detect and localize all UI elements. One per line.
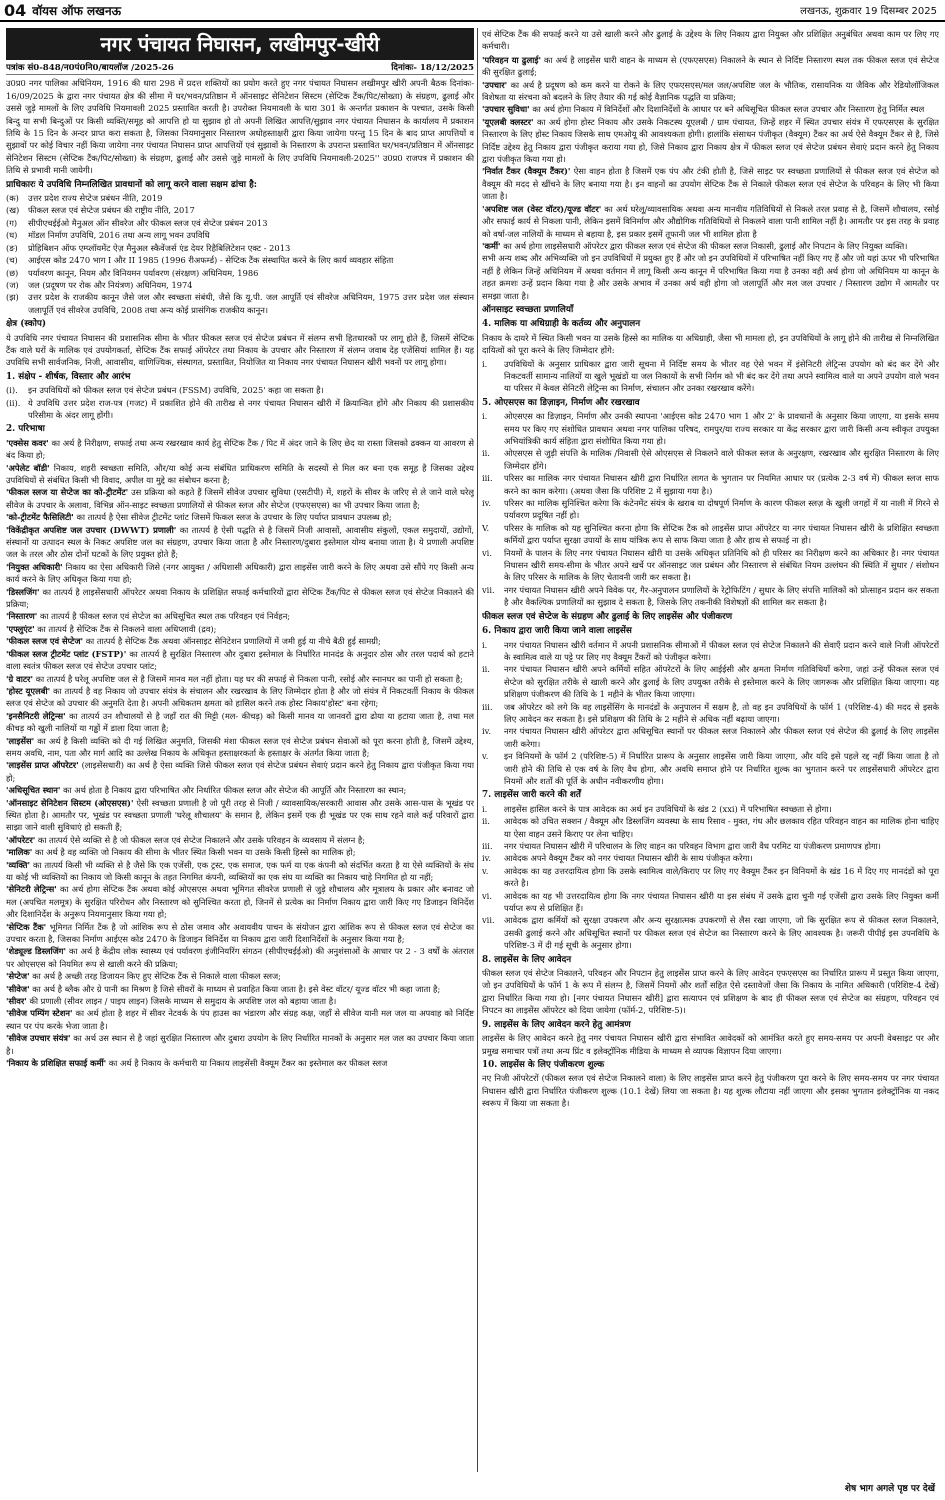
list-item-number: i. (482, 803, 488, 814)
definition-term: 'निस्तारण' (6, 611, 38, 622)
licensing-heading: फीकल स्लज एवं सेप्टेज के संग्रहण और ढुलाई के लिए लाइसेंस और पंजीकरण (482, 611, 733, 622)
definition-text: का अर्थ होता है निकाय द्वारा परिभाषित और निर्धारित फीकल स्लज और सेप्टेज की आपूर्ति और निस्तारण का स्थान; (63, 785, 407, 796)
list-item (482, 701, 939, 726)
definition-text: का अर्थ होगा सेप्टिक टैंक अथवा कोई ओएसएस अथवा भूमिगत सीवरेज प्रणाली से जुड़े शौचालय और मूत्रालय के प्रकार और बनावट जो मल (अपचित मलमूत्र) के सुरक्षित परिरोधन और निस्तारण को सुनिश्चित करता हो, जिनमें से प्रत्येक का निर्माण निकाय द्वारा जारी किए गए डिजाइन विनिर्देश और दिशानिर्देश के अनुरूप नियमानुसार किया गया हो; (6, 884, 474, 920)
definition-term: 'निर्वात टैंकर (वैक्यूम टैंकर)' (482, 166, 571, 177)
authority-list (6, 192, 474, 316)
list-item-number: (क) (6, 193, 19, 204)
section-1-list (6, 384, 474, 421)
definition-item (6, 710, 474, 735)
section-4-list (482, 358, 939, 395)
list-item (6, 204, 474, 216)
list-item-text: परिसर का मालिक सुनिश्चित करेगा कि कंटेनमेंट संयंत्र के खराब या दोषपूर्ण निर्माण के कारण फीकल स्लज़ के खुली जगहों में या नाली में गिरने से पर्यावरण प्रदूषित नहीं हो। (504, 498, 939, 521)
definition-item (6, 437, 474, 462)
definition-term: 'लाइसेंस प्राप्त ऑपरेटर' (6, 760, 79, 771)
list-item-number: iii. (482, 473, 493, 484)
scope-paragraph: ये उपविधि नगर पंचायत निघासन की प्रशासनिक सीमा के भीतर फीकल स्लज एवं सेप्टेज प्रबंधन में संलग्न सभी हितधारकों पर लागू होते हैं, जिसमें सेप्टिक टैंक वाले घरों के मालिक एवं उपयोगकर्ता, सेप्टिक टैंक सफाई ऑपरेटर तथा निकाय के उपचार और निस्तारण में संलग्न जवाब देह एजेंसियां शामिल हैं। यह उपविधि सभी सार्वजनिक, निजी, आवासीय, वाणिज्यिक, संस्थागत, प्रस्तावित, नियोजित या निकाय नगर पंचायत निघासन खीरी भवनों पर लागू होगा। (6, 332, 474, 368)
definition-term: 'सीवेज उपचार संयंत्र' (6, 1033, 71, 1044)
list-item-text: प्रोहिबिशन ऑफ एम्प्लॉयमेंट ऐज़ मैनुअल स्कैवेंजर्स एंड देयर रिहैबिलिटेशन एक्ट - 2013 (28, 242, 291, 253)
definition-item (6, 834, 474, 846)
list-item-text: लाइसेंस हासिल करने के पात्र आवेदक का अर्थ इन उपविधियों के खंड 2 (xxi) में परिभाषित स्वच्छता से होगा। (504, 803, 832, 814)
list-item-text: इन उपविधियों को फीकल स्लज एवं सेप्टेज प्रबंधन (FSSM) उपविधि, 2025' कहा जा सकता है। (28, 385, 324, 396)
definition-term: 'अपेलेट बॉडी' (6, 462, 50, 473)
definition-item (6, 685, 474, 710)
definition-term: 'व्यक्ति' (6, 859, 31, 870)
definition-text: का अर्थ है ब्लैक और ग्रे पानी का मिश्रण है जिसे सीवरों के माध्यम से प्रवाहित किया जाता है। इसे वेस्ट वॉटर/ यूज्ड वॉटर भी कहा जाता है; (32, 983, 441, 994)
list-item-text: परिसर का मालिक नगर पंचायत निघासन खीरी द्वारा निर्धारित लागत के भुगतान पर नियमित आधार पर (प्रत्येक 2-3 वर्ष में) फीकल स्लज साफ करने का काम करेगा। (अथवा जैसा कि परिशिष्ट 2 में सुझाया गया है।) (504, 473, 939, 496)
list-item-number: (ख) (6, 205, 20, 216)
definition-text: ऐसा वाहन होता है जिसमें एक पंप और टंकी होती है, जिसे साइट पर स्वच्छता प्रणालियों से फीकल स्लज एवं सेप्टेज को वैक्यूम की मदद से खींचने के लिए बनाया गया है। इन वाहनों का उपयोग सेप्टिक टैंक से निकाले फीकल स्लज एवं सेप्टेज के परिवहन के लिए भी किया जाता है। (482, 166, 939, 202)
list-item-number: (घ) (6, 230, 18, 241)
definition-term: 'इनसैनिटरी लेट्रिन्स' (6, 710, 66, 721)
list-item-text: आईएस कोड 2470 भाग I और II 1985 (1996 रीअफर्म्ड) - सेप्टिक टैंक संस्थापित करने के लिए कार्य व्यवहार संहिता (28, 255, 394, 266)
definition-item (482, 103, 939, 115)
definition-item (6, 1007, 474, 1032)
list-item-text: नगर पंचायत निघासन खीरी ऑपरेटर द्वारा अधिसूचित स्थानों पर फीकल स्लज निकालने और फीकल स्लज एवं सेप्टेज की ढुलाई के लिए लाइसेंस जारी करेगा। (504, 726, 939, 749)
list-item-text: ओएसएस से जुड़ी संपत्ति के मालिक /निवासी ऐसे ओएसएस से निकलने वाले फीकल स्लज के अनुरक्षण, रखरखाव और सुरक्षित निस्तारण के लिए जिम्मेदार होंगे। (504, 448, 939, 471)
definition-item (6, 486, 474, 511)
section-10-paragraph: नए निजी ऑपरेटरों (फीकल स्लज एवं सेप्टेज निकालने वाला) के लिए लाइसेंस प्राप्त करने हेतु पंजीकरण पूरा करने के लिए समय-समय पर नगर पंचायत निघासन खीरी द्वारा निर्धारित पंजीकरण शुल्क (10.1 देखें) लिया जा सकता है। यह शुल्क लौटाया नहीं जाएगा और इसका भुगतान इलेक्ट्रॉनिक या नकद स्वरूप में किया जा सकता है। (482, 1073, 939, 1109)
list-item (482, 725, 939, 750)
definition-text: का तात्पर्य है सेप्टिक टैंक अथवा ऑनसाइट सेनिटेशन प्रणालियों में जमी हुई या नीचे बैठी हुई सामग्री; (85, 636, 381, 647)
list-item (6, 254, 474, 266)
section-7-heading: 7. लाइसेंस जारी करने की शर्तें (482, 790, 581, 801)
definition-text: का तात्पर्य है सेप्टिक टैंक से निकलने वाला अधिप्लावी (द्रव); (37, 623, 217, 634)
column-divider (477, 28, 478, 1472)
definition-item (482, 203, 939, 240)
definition-item (6, 648, 474, 673)
definition-item (6, 610, 474, 622)
definition-item (482, 54, 939, 79)
list-item-number: i. (482, 411, 488, 422)
list-item (482, 803, 939, 815)
definition-text: का अर्थ है लाइसेंस धारी वाहन के माध्यम से (एफएसएस) निकालने के स्थान से निर्दिष्ट निस्तारण स्थल तक फीकल स्लज एवं सेप्टेज की सुरक्षित ढुलाई; (482, 54, 939, 78)
definition-item (6, 921, 474, 946)
list-item-text: आवेदक द्वारा कर्मियों को सुरक्षा उपकरण और अन्य सुरक्षात्मक उपकरणों से लैस रखा जाएगा, जो कि सुरक्षित रूप से फीकल स्लज निकालने, उसकी ढुलाई करने और अधिसूचित स्थानों पर फीकल स्लज एवं सेप्टेज का निस्तारण करने के लिए आवश्यक है। जरूरी पीपीई इस उपनविधि के परिशिष्ट-3 में दी गई सूची के अनुसार होगा। (504, 915, 939, 951)
definition-text: का तात्पर्य है वह निकाय जो उपचार संयंत्र के संचालन और रखरखाव के लिए जिम्मेदार होता है और जो संयंत्र में निकटवर्ती निकाय के फीकल स्लज एवं सेप्टेज को उपचार की अनुमति देता है। अपनी अधिकतम क्षमता को हासिल करने तक होस्ट निकाय'होस्ट' बना रहेगा; (6, 685, 474, 709)
definition-term: 'विकेंद्रीकृत अपशिष्ट जल उपचार (DWWT) प्रणाली' (6, 524, 177, 535)
list-item-text: नगर पंचायत निघासन खीरी अपने विवेक पर, गैर-अनुपालन प्रणालियों के रेट्रोफिटिंग / सुधार के लिए संपत्ति मालिकों को प्रोत्साहन प्रदान कर सकता है और वैकल्पिक प्रणालियों का सुझाव दे सकता है, जिसके लिए तकनीकी विशेषज्ञों की शामिल कर सकता है। (504, 584, 939, 608)
list-item (482, 750, 939, 787)
list-item-text: फीकल स्लज एवं सेप्टेज प्रबंधन की राष्ट्रीय नीति, 2017 (28, 205, 195, 216)
list-item (482, 890, 939, 915)
list-item-number: V. (482, 522, 490, 533)
definition-text: का अर्थ है केंद्रीय लोक स्वास्थ्य एवं पर्यावरण इंजीनियरिंग संगठन (सीपीएचईईओ) की अनुशंसाओं के आधार पर 2 - 3 वर्षों के अंतराल पर ओएसएस को नियमित रूप से खाली करने की प्रक्रिया; (6, 946, 474, 969)
section-5-heading: 5. ओएसएस का डिज़ाइन, निर्माण और रखरखाव (482, 397, 640, 408)
list-item-number: v. (482, 865, 489, 876)
list-item-number: (i). (6, 385, 18, 396)
definition-text: का तात्पर्य किसी भी व्यक्ति से है जैसे कि एक एजेंसी, एक ट्रस्ट, एक समाज, एक फर्म या एक कंपनी को संदर्भित करता है या ऐसे व्यक्तियों के संघ या कोई भी व्यक्तियों का निकाय जो किसी कानून के तहत निगमित कंपनी, व्यक्तियों का एक संघ या व्यक्ति का निकाय चाहे निगमित हो या नहीं; (6, 859, 474, 882)
definition-term: 'सेनिटरी लेट्रिन्स' (6, 884, 57, 895)
intro-paragraph: उ0प्र0 नगर पालिका अधिनियम, 1916 की धारा 298 में प्रदत्त शक्तियों का प्रयोग करते हुए नगर पंचायत निघासन लखीमपुर खीरी अपनी बैठक दिनांकः- 16/09/2025 के द्वारा नगर पंचायत क्षेत्र की सीमा में घर/भवन/प्रतिष्ठान में ऑनसाइट सेनिटेशन सिस्टम (सेप्टिक टैंक/पिट/सोख्ता) के संग्रहण, ढुलाई और उससे जुड़े मामलों के लिए उपविधि नियमावली 2025 प्रस्तावित करती है। उपरोक्त नियमावली के धारा 301 के अन्तर्गत प्रकाशन के पश्चात, उसके किसी बिन्दु या सभी बिन्दुओं पर किसी व्यक्ति/समूह को आपत्ति हो या सुझाव हो तो अपनी लिखित आपत्ति/सुझाव नगर पंचायत निघासन के कार्यालय में प्रकाशन तिथि के 15 दिन के अन्दर प्राप्त करा सकता है, जिसका नियमानुसार निस्तारण अधोहस्ताक्षरी द्वारा किया जायेगा परन्तु 15 दिन के बाद प्राप्त आपत्तियों व सुझावों पर कोई विचार नहीं किया जायेगा नगर पंचायत निघासन प्राप्त आपत्तियों एवं सुझावों के निस्तारण के उपरान्त प्रस्तावित घर/भवन/प्रतिष्ठान में ऑनसाइट सेनिटेशन सिस्टम (सेप्टिक टैंक/पिट/सोख्ता) के संग्रहण, ढुलाई और उससे जुड़े मामलों के लिए उपविधि नियमावली-2025'' उ0प्र0 राजपत्र में प्रकाशन की तिथि से प्रभावी मानी जायेगी। (6, 78, 474, 176)
definition-text: उस प्रक्रिया को कहते हैं जिसमें सीवेज उपचार सुविधा (एसटीपी) में, शहरों के सीवर के जरिए से ले जाने वाले घरेलू सीवेज के उपचार के अलावा, विभिन्न ऑन-साइट स्वच्छता प्रणालियों से फीकल स्लज और सेप्टेज (एफएसएस) का भी उपचार किया जाता है; (6, 487, 474, 510)
definition-term: 'मालिक' (6, 847, 33, 858)
section-9-paragraph: लाइसेंस के लिए आवेदन करने हेतु नगर पंचायत निघासन खीरी द्वारा संभावित आवेदकों को आमंत्रित करते हुए समय-समय पर अपनी वेबसाइट पर और प्रमुख समाचार पत्रों तथा अन्य प्रिंट व इलेक्ट्रॉनिक मीडिया के माध्यम से व्यापक विज्ञापन दिया जाएगा। (482, 1033, 939, 1056)
definition-item (482, 79, 939, 104)
list-item-number: i. (482, 358, 488, 369)
definition-item (6, 524, 474, 561)
right-definitions-list (482, 54, 939, 253)
definition-term: 'ऑपरेटर' (6, 834, 36, 845)
definition-item (6, 511, 474, 523)
list-item-text: उत्तर प्रदेश के राजकीय कानून जैसे जल और स्वच्छता संबंधी, जैसे कि यू.पी. जल आपूर्ति एवं सीवरेज अधिनियम, 1975 उत्तर प्रदेश जल संस्थान जलापूर्ति एवं सीवरेज उपविधि, 2008 तथा अन्य कोई प्रासंगिक राजकीय कानून। (28, 292, 474, 315)
definition-item (6, 635, 474, 647)
section-6-list (482, 639, 939, 788)
reference-number: पत्रांक सं0-848/न0पं0नि0/बायलॉज /2025-26 (6, 63, 174, 73)
definition-text: का तात्पर्य ऐसे व्यक्ति से है जो फीकल स्लज एवं सेप्टेज निकालने और उसके परिवहन के व्यवसाय में संलग्न है; (37, 834, 366, 845)
definition-term: 'फीकल स्लज ट्रीटमेंट प्लांट (FSTP)' (6, 648, 127, 659)
list-item (482, 865, 939, 890)
list-item-number: (ङ) (6, 242, 18, 253)
section-2-heading: 2. परिभाषा (6, 424, 45, 435)
list-item-text: जल (प्रदूषण पर रोक और नियंत्रण) अधिनियम, 1974 (28, 279, 193, 290)
list-item-text: नगर पंचायत निघासन खीरी वर्तमान में अपनी प्रशासनिक सीमाओं में फीकल स्लज एवं सेप्टेज निकालने की सेवाएँ प्रदान करने वाले निजी ऑपरेटरों के स्वामित्व वाले या पट्टे पर लिए गए वैक्यूम टैंकरों को पंजीकृत करेगा। (504, 639, 939, 662)
list-item-text: आवेदक को उचित सक्शन / वैक्यूम और डिस्लजिंग व्यवस्था के साथ रिसाव - मुक्त, गंध और छलकाव रहित परिवहन वाहन का मालिक होना चाहिए या ऐसा वाहन उसने किराए पर लेना चाहिए। (504, 816, 939, 839)
list-item (6, 384, 474, 396)
list-item-number: (ज) (6, 279, 19, 290)
definition-text: का तात्पर्य है लाइसेंसधारी ऑपरेटर अथवा निकाय के प्रशिक्षित सफाई कर्मचारियों द्वारा सेप्टिक टैंक/पिट से फीकल स्लज एवं सेप्टेज निकालने की प्रक्रिया; (6, 586, 474, 610)
definition-text: का अर्थ उस स्थान से है जहां सुरक्षित निस्तारण और दुबारा उपयोग के लिए निर्धारित मानकों के अनुसार मल जल का उपचार किया जाता है। (6, 1033, 474, 1056)
notice-title: नगर पंचायत निघासन, लखीमपुर-खीरी (6, 28, 474, 60)
section-7-list (482, 803, 939, 952)
list-item-number: iii. (482, 841, 493, 851)
list-item (6, 242, 474, 254)
definition-term: 'सेप्टिक टैंक' (6, 921, 47, 932)
list-item (482, 914, 939, 951)
scope-heading: क्षेत्र (स्कोप) (6, 319, 47, 330)
newspaper-name: वॉयस ऑफ लखनऊ (32, 3, 122, 18)
definition-term: 'ग्रे वाटर' (6, 673, 33, 684)
list-item-text: आवेदक का यह भी उत्तरदायित्व होगा कि नगर पंचायत निघासन खीरी या इस संबंध में उसके द्वारा चुनी गई एजेंसी द्वारा उसके लिए नियुक्त कर्मी पर्याप्त रूप से प्रशिक्षित हैं। (504, 890, 939, 914)
list-item (482, 522, 939, 547)
definition-text: का अर्थ है वह व्यक्ति जो निकाय की सीमा के भीतर स्थित किसी भवन या उसके किसी हिस्से का मालिक हो; (34, 847, 356, 858)
right-lead-paragraph: एवं सेप्टिक टैंक की सफाई करने या उसे खाली करने और ढुलाई के उद्देश्य के लिए निकाय द्वारा नियुक्त और प्रशिक्षित अनुबंधित अथवा काम पर लिए गए कर्मचारी। (482, 29, 939, 52)
definition-item (6, 983, 474, 995)
definition-item (6, 735, 474, 760)
list-item-text: नगर पंचायत निघासन खीरी अपने कर्मियों सहित ऑपरेटरों के लिए आईईसी और क्षमता निर्माण गतिविधियाँ करेगा, जहां उन्हें फीकल स्लज एवं सेप्टेज को सुरक्षित तरीके से खाली करने और ढुलाई के लिए उपयुक्त तरीके से इस्तेमाल करने के लिए जागरूक और प्रशिक्षित किया जाएगा। यह प्रशिक्षण पंजीकरण की तिथि के 1 महीने के भीतर किया जाएगा। (504, 664, 939, 700)
definition-item (6, 846, 474, 858)
list-item (482, 584, 939, 609)
definition-text: का अर्थ होगा निकाय में विनिर्देशों और दिशानिर्देशों के आधार पर बने अधिसूचित फीकल स्लज उपचार और निस्तारण हेतु निर्मित स्थल (532, 104, 925, 115)
definition-term: 'ऑनसाइट सेनिटेशन सिस्टम (ओएसएस)' (6, 797, 134, 808)
definitions-list (6, 437, 474, 1070)
definition-item (6, 945, 474, 970)
list-item-number: iii. (482, 701, 493, 712)
definition-text: का तात्पर्य है फीकल स्लज एवं सेप्टेज का अधिसूचित स्थल तक परिवहन एवं निर्वहन; (39, 611, 291, 622)
masthead-left (4, 1, 121, 20)
definition-term: 'एफ्लुएंट' (6, 623, 35, 634)
list-item-text: आवेदक अपने वैक्यूम टैंकर को नगर पंचायत निघासन खीरी के साथ पंजीकृत करेगा। (504, 853, 753, 864)
list-item-number: ii. (482, 816, 490, 827)
definition-term: 'फीकल स्लज या सेप्टेज का को-ट्रीटमेंट' (6, 487, 129, 498)
continued-note: शेष भाग अगले पृष्ठ पर देखें (844, 1484, 935, 1494)
definition-item (482, 116, 939, 166)
list-item-number: (छ) (6, 267, 19, 278)
list-item (6, 192, 474, 204)
list-item (6, 291, 474, 316)
definition-text: का तात्पर्य है ऐसी पद्धति से है जिसमें निजी आवासों, आवासीय संकुलों, एकल समुदायों, उद्योगों, संस्थानों या उत्पादन स्थल के निकट अपशिष्ट जल का संग्रहण, उपचार किया जाता है और निस्तारण/दुबारा इस्तेमाल योग्य बनाया जाता है। ये प्रणाली अपशिष्ट जल के तरल और ठोस दोनों घटकों के लिए प्रयुक्त होते हैं; (6, 524, 474, 560)
section-4-paragraph: निकाय के दायरे में स्थित किसी भवन या उसके हिस्से का मालिक या अधिग्राही, जैसा भी मामला हो, इन उपविधियों के लागू होने की तारीख से निम्नलिखित दायित्वों को पूरा करने के लिए जिम्मेदार होंगे: (482, 332, 939, 356)
definition-text: का तात्पर्य उन शौचालयों से है जहाँ रात की मिट्टी (मल- कीचड़) को किसी मानव या जानवरों द्वारा ढोया या हटाया जाता है, तथा मल कीचड़ को खुली नालियों या गड्ढों में डाला दिया जाता है; (6, 710, 474, 734)
list-item (482, 663, 939, 700)
list-item-text: नियमों के पालन के लिए नगर पंचायत निघासन खीरी या उसके अधिकृत प्रतिनिधि को ही परिसर का निरीक्षण करने का अधिकार है। नगर पंचायत निघासन खीरी समय-सीमा के भीतर अपने खर्चे पर ऑनसाइट जल प्रबंधन और निस्तारण से संबंधित नियम उल्लंघन की स्थिति में सुधार / संशोधन के लिए परिसर के मालिक के लिए चेतावनी जारी कर सकता है। (504, 547, 939, 583)
definition-term: 'लाइसेंस' (6, 735, 35, 746)
definition-text: निकाय का ऐसा अधिकारी जिसे (नगर आयुक्त / अधिशासी अधिकारी) द्वारा लाइसेंस जारी करने के लिए अथवा उसे सौंपे गए किसी अन्य कार्य करने के लिए अधिकृत किया गया हो; (6, 561, 474, 585)
list-item (482, 547, 939, 584)
list-item-number: (ग) (6, 217, 18, 228)
list-item-text: परिसर के मालिक को यह सुनिश्चित करना होगा कि सेप्टिक टैंक को लाइसेंस प्राप्त ऑपरेटर या नगर पंचायत निघासन खीरी के प्रशिक्षित स्वच्छता कर्मियों द्वारा पर्याप्त सुरक्षा उपायों के साथ यांत्रिक रूप से साफ किया जाता है और हाथ से सफाई ना हो। (504, 522, 939, 546)
definition-text: का अर्थ होगा होस्ट निकाय और उसके निकटस्थ यूएलबी / ग्राम पंचायत, जिन्हें शहर में स्थित उपचार संयंत्र में एफएसएस के सुरक्षित निस्तारण के लिए होस्ट निकाय जिसके साथ एमओयू की आवश्यकता होगी। हालांकि संसाधन पंजीकृत (वैक्यूम) टैंकर का अर्थ ऐसे वैक्यूम टैंकर से है, जिसे निर्दिष्ट उद्देश्य हेतु निकाय द्वारा पंजीकृत कराया गया हो, जिसे निकाय द्वारा निकाय क्षेत्र में फीकल स्लज एवं सेप्टेज प्रबंधन सेवाएं प्रदान करने हेतु निकाय द्वारा पंजीकृत किया गया हो। (482, 116, 939, 165)
definition-term: 'कर्मी' (482, 240, 501, 251)
definition-term: 'सीवर' (6, 996, 27, 1007)
definition-item (6, 673, 474, 685)
definition-term: 'अधिसूचित स्थान' (6, 785, 61, 796)
list-item (482, 639, 939, 664)
list-item (6, 229, 474, 241)
list-item-text: नगर पंचायत निघासन खीरी में परिचालन के लिए वाहन का परिवहन विभाग द्वारा जारी वैध परमिट या पंजीकरण प्रमाणपत्र होगा। (504, 841, 881, 851)
section-1-heading: 1. संक्षेप - शीर्षक, विस्तार और आरंभ (6, 371, 131, 382)
authority-heading: प्राधिकारः ये उपविधि निम्नलिखित प्रावधानों को लागू करने वाला सक्षम ढांचा है: (6, 179, 258, 190)
list-item-text: इन विनियमों के फॉर्म 2 (परिशिष्ट-5) में निर्धारित प्रारूप के अनुसार लाइसेंस जारी किया जाएगा, और यदि इसे पहले रद्द नहीं किया जाता है तो जारी होने की तिथि से एक वर्ष के लिए वैध होगा, और अवधि समाप्त होने पर निर्धारित शुल्क का भुगतान करने पर लाइसेंसधारी ऑपरेटर द्वारा नियमों और शर्तों की पूर्ति के अधीन नवीकरणीय होगा। (504, 751, 939, 786)
list-item (6, 279, 474, 291)
list-item-text: सीपीएचईईओ मैनुअल ऑन सीवरेज और फीकल स्लज एवं सेप्टेज प्रबंधन 2013 (28, 217, 268, 228)
definition-item (6, 883, 474, 920)
definition-term: 'नियुक्त अधिकारी' (6, 561, 63, 572)
definition-item (6, 462, 474, 487)
list-item-number: ii. (482, 664, 490, 675)
definition-item (6, 859, 474, 884)
definition-text: का अर्थ है अच्छी तरह डिजायन किए हुए सेप्टिक टैंक से निकाले वाला फीकल स्लज; (32, 971, 281, 982)
definition-item (6, 784, 474, 796)
definition-text: भूमिगत निर्मित टैंक है जो आंशिक रूप से ठोस जमाव और अवायवीय पाचन के संयोजन द्वारा आंशिक रूप से फीकल स्लज एवं सेप्टेज का उपचार करता है, जिसका निर्माण आईएस कोड 2470 के डिजाइन विनिर्देश या निकाय द्वारा जारी दिशानिर्देशों के अनुसार किया गया है; (6, 921, 474, 945)
list-item-text: उत्तर प्रदेश राज्य सेप्टेज प्रबंधन नीति, 2019 (28, 193, 163, 204)
definition-text: का अर्थ है किसी व्यक्ति को दी गई लिखित अनुमति, जिसकी मंशा फीकल स्लज एवं सेप्टेज प्रबंधन सेवाओं को पूरा करना होती है, जिसमें उद्देश्य, समय अवधि, नाम, पता और मार्ग आदि का उल्लेख निकाय के अधिकृत हस्ताक्षरकर्ता के हस्ताक्षर के अंतर्गत किया जाता है; (6, 735, 474, 758)
section-10-heading: 10. लाइसेंस के लिए पंजीकरण शुल्क (482, 1059, 605, 1070)
definition-item (6, 561, 474, 586)
masthead (0, 0, 945, 22)
definition-item (6, 623, 474, 635)
list-item-number: iv. (482, 726, 491, 737)
reference-line (6, 62, 474, 75)
list-item-number: iv. (482, 853, 491, 864)
list-item-number: vi. (482, 547, 492, 558)
page-number: 04 (4, 0, 27, 20)
definition-term: 'शेड्यूल्ड डिस्लजिंग' (6, 946, 66, 957)
definition-term: 'फीकल स्लज एवं सेप्टेज' (6, 636, 84, 647)
definition-text: का अर्थ होता है शहर में सीवर नेटवर्क के पंप हाउस का भंडारण और संग्रह कक्ष, जहाँ से सीवेज यानी मल जल या अपवाह को निर्दिष्ट स्थान पर पंप करके भेजा जाता है। (6, 1008, 474, 1031)
list-item-number: v. (482, 751, 489, 762)
definition-item (6, 995, 474, 1007)
section-6-heading: 6. निकाय द्वारा जारी किया जाने वाला लाइसेंस (482, 626, 632, 637)
list-item-number: i. (482, 639, 488, 650)
definition-term: 'सीवेज पम्पिंग स्टेशन' (6, 1008, 73, 1019)
definition-text: निकाय, शहरी स्वच्छता समिति, और/या कोई अन्य संबंधित प्राधिकरण समिति के सदस्यों से मिल कर बना एक समूह है जिसका उद्देश्य उपविधियों से संबंधित किसी भी विवाद, अपील या मुद्दे का संबोधन करना है; (6, 462, 474, 485)
definition-item (6, 1032, 474, 1057)
definition-text: का अर्थ है प्रदूषण को कम करने या रोकने के लिए एफएसएस/मल जल/अपशिष्ट जल के भौतिक, रासायनिक या जैविक और रेडियोलॉजिकल विशेषता या संरचना को बदलने के लिए तैयार की गई कोई वैज्ञानिक पद्धति या प्रक्रिया; (482, 79, 939, 103)
list-item (482, 815, 939, 840)
left-column (6, 28, 474, 1472)
list-item (482, 358, 939, 395)
list-item (6, 217, 474, 229)
list-item (482, 472, 939, 497)
definition-text: का तात्पर्य है घरेलू अपशिष्ट जल से है जिसमें मानव मल नहीं होता। यह घर की सफाई से निकला पानी, रसोई और स्नानघर का पानी हो सकता है; (35, 673, 463, 684)
list-item-text: ये उपविधि उत्तर प्रदेश राज-पत्र (गजट) में प्रकाशित होने की तारीख से नगर पंचायत निघासन खीरी में क्रियान्वित होंगे और निकाय की प्रशासकीय परिसीमा के अंदर लागू होंगी। (28, 397, 474, 420)
list-item-text: मॉडल निर्माण उपविधि, 2016 तथा अन्य लागू भवन उपविधि (28, 230, 210, 241)
list-item-number: vii. (482, 584, 495, 595)
definition-term: 'उपचार' (482, 79, 508, 90)
list-item-text: आवेदक का यह उत्तरदायित्व होगा कि उसके स्वामित्व वाले/किराए पर लिए गए वैक्यूम टैंकर इन विनियमों के खंड 16 में दिए गए मानदंडों को पूरा करते है। (504, 865, 939, 889)
list-item (482, 447, 939, 472)
section-5-list (482, 410, 939, 609)
definition-term: 'अपशिष्ट जल (वेस्ट वॉटर)/यूज्ड वॉटर' (482, 203, 602, 214)
list-item-text: जब ऑपरेटर को लगे कि वह लाइसेंसिंग के मानदंडों के अनुपालन में सक्षम है, तो वह इन उपविधियों के फॉर्म 1 (परिशिष्ट-4) की मदद से इसके लिए आवेदन कर सकता है। इसे प्रशिक्षण की तिथि के 2 महीने से अधिक नहीं बढ़ाया जाएगा। (504, 701, 939, 724)
definition-item (6, 586, 474, 611)
definition-term: 'सेप्टेज' (6, 971, 30, 982)
definition-item (6, 759, 474, 784)
definition-term: 'यूएलबी क्लस्टर' (482, 116, 534, 127)
definition-term: 'होस्ट यूएलबी' (6, 685, 51, 696)
definition-item (6, 797, 474, 834)
section-4-heading: 4. मालिक या अधिग्राही के कर्तव्य और अनुपालन (482, 319, 641, 330)
definition-text: का तात्पर्य है ऐसा सीवेज ट्रीटमेंट प्लांट जिसमें फिकल स्लज के उपचार के लिए पर्याप्त प्रावधान उपलब्ध हो; (76, 512, 392, 523)
definition-text: का अर्थ होगा लाइसेंसधारी ऑपरेटर द्वारा फीकल स्लज एवं सेप्टेज की फीकल स्लज निकासी, ढुलाई और निपटान के लिए नियुक्त व्यक्ति। (503, 240, 908, 251)
definition-item (482, 240, 939, 252)
list-item (482, 410, 939, 447)
date-line: लखनऊ, शुक्रवार 19 दिसम्बर 2025 (800, 6, 937, 17)
definition-term: 'उपचार सुविधा' (482, 104, 530, 115)
definition-term: 'को-ट्रीटमेंट फैसिलिटी' (6, 512, 74, 523)
list-item-text: ओएसएस का डिज़ाइन, निर्माण और उनकी स्थापना 'आईएस कोड 2470 भाग 1 और 2' के प्रावधानों के अनुसार किया जाएगा, या इसके समय समय पर किए गए संशोधित प्रावधान अथवा नगर पालिका परिषद, रामपुर/या राज्य सरकार या केंद्र सरकार द्वारा जारी किसी अन्य स्वीकृत उपयुक्त अभियांत्रिकी कार्य संहिता द्वारा संशोधित किया गया हो। (504, 411, 939, 446)
list-item-number: vii. (482, 915, 495, 926)
section-9-heading: 9. लाइसेंस के लिए आवेदन करने हेतु आमंत्रण (482, 1019, 631, 1030)
reference-date: दिनांकः- 18/12/2025 (391, 63, 474, 73)
list-item-number: (च) (6, 255, 18, 266)
definition-item (482, 165, 939, 202)
list-item (482, 840, 939, 852)
definition-text: (लाइसेंसधारी) का अर्थ है ऐसा व्यक्ति जिसे फीकल स्लज एवं सेप्टेज प्रबंधन सेवाएं प्रदान करने हेतु निकाय द्वारा पंजीकृत किया गया हो; (6, 760, 474, 783)
list-item-number: vi. (482, 890, 492, 901)
list-item-number: (झ) (6, 292, 19, 303)
general-terms-paragraph: सभी अन्य शब्द और अभिव्यक्ति जो इन उपविधियों में प्रयुक्त हुए हैं और जो इन उपविधियों में परिभाषित नहीं किए गए हैं और जो यहां ऊपर भी परिभाषित नहीं है लेकिन जिन्हें अधिनियम में अथवा वर्तमान में लागू किसी अन्य कानून में परिभाषित किया गया है उनका वही अर्थ होगा जो अधिनियम या कानून के तहत क्रमशः उन्हें प्रदान किया गया है और उसके अभाव में उनका अर्थ वही होगा जो जलापूर्ति और मल जल उपचार / निस्तारण उद्योग में आमतौर पर समझा जाता है। (482, 253, 939, 301)
section-8-paragraph: फीकल स्लज एवं सेप्टेज निकालने, परिवहन और निपटान हेतु लाइसेंस प्राप्त करने के लिए आवेदन एफएसएस का निर्धारित प्रारूप में प्रस्तुत किया जाएगा, जो इन उपविधियों के फॉर्म 1 के रूप में संलग्न है, जिसमें नियमों और शर्तों सहित ऐसे दस्तावेजों जैसा कि निकाय के नामित अधिकारी (परिशिष्ट-4 देखें) द्वारा निर्धारित किया गया हो। [नगर पंचायत निघासन खीरी] द्वारा सत्यापन एवं प्रशिक्षण के बाद ही फीकल स्लज एवं सेप्टेज का संग्रहण, परिवहन एवं निपटन का लाइसेंस ऑपरेटर को दिया जायेगा (फॉर्म-2, परिशिष्ट-5)। (482, 968, 939, 1016)
list-item (6, 397, 474, 422)
definition-term: 'परिवहन या ढुलाई' (482, 54, 541, 65)
definition-item (6, 1057, 474, 1069)
onsite-heading: ऑनसाइट स्वच्छता प्रणालियाँ (482, 304, 574, 315)
definition-text: का तात्पर्य है सुरक्षित निस्तारण और दुबारा इस्तेमाल के निर्धारित मानदंड के अनुदार ठोस और तरल पदार्थ को हटाने वाला स्वतंत्र फीकल स्लज एवं सेप्टेज उपचार प्लांट; (6, 648, 474, 672)
definition-text: का अर्थ है निकाय के कर्मचारी या निकाय लाइसेंसी वैक्यूम टैंकर का इस्तेमाल कर फीकल स्लज (108, 1058, 388, 1069)
definition-text: का अर्थ है निरीक्षण, सफाई तथा अन्य रखरखाव कार्य हेतु सेप्टिक टैंक / पिट में अंदर जाने के लिए छेद या रास्ता जिसको ढक्कन या आवरण से बंद किया हो; (6, 437, 474, 461)
list-item-text: उपविधियों के अनुसार प्राधिकार द्वारा जारी सूचना में निर्दिष्ट समय के भीतर वह ऐसे भवन में इंसेनिटरी लेट्रिन्स उपयोग को बंद कर देंगे और निकटवर्ती सामान्य नालियों या खुले भूखंडों या जल निकायों के सभी निर्गम को भी बंद कर देंगे तथा अपने स्वामित्व वाले या अपने उपयोग वाले भवन या परिसर में केवल सेनिटरी लेट्रिन्स का निर्माण, संचालन और उनका रखरखाव करेंगे। (504, 358, 939, 394)
section-8-heading: 8. लाइसेंस के लिए आवेदन (482, 954, 572, 965)
definition-item (6, 970, 474, 982)
list-item-text: पर्यावरण कानून, नियम और विनियमन पर्यावरण (संरक्षण) अधिनियम, 1986 (28, 267, 259, 278)
list-item-number: ii. (482, 448, 490, 459)
list-item-number: iv. (482, 498, 491, 509)
list-item (482, 852, 939, 864)
definition-term: 'एक्सेस कवर' (6, 437, 49, 448)
definition-term: 'डिस्लजिंग' (6, 586, 40, 597)
definition-text: की प्रणाली (सीवर लाइन / पाइप लाइन) जिसके माध्यम से समुदाय के अपशिष्ट जल को बहाया जाता है। (29, 996, 337, 1007)
list-item (482, 497, 939, 522)
definition-term: 'निकाय के प्रशिक्षित सफाई कर्मी' (6, 1058, 107, 1069)
definition-term: 'सीवेज' (6, 983, 30, 994)
list-item (6, 267, 474, 279)
definition-text: का अर्थ घरेलू/व्यावसायिक अथवा अन्य मानवीय गतिविधियों से निकले तरल प्रवाह से है, जिसमें शौचालय, रसोई और सफाई कार्य से निकला पानी, लेकिन इसमें विनिर्माण और औद्योगिक गतिविधियों से निकलने वाला पानी शामिल नहीं है। आमतौर पर इस तरह के प्रवाह को वर्षा-जल नालियों के माध्यम से बहाया है, इस प्रकार इसमें तूफानी जल भी शामिल होता है (482, 203, 939, 239)
definition-text: ऐसी स्वच्छता प्रणाली है जो पूरी तरह से निजी / व्यावसायिक/सरकारी आवास और उसके आस-पास के भूखंड पर स्थित होता है। आमतौर पर, भूखंड पर स्वच्छता प्रणाली 'घरेलू शौचालय' के समान है, लेकिन इसमें एक ही भूखंड पर एक साथ रहने वाले कई परिवारों द्वारा साझा जाने वाली सुविधाएं हो सकती हैं; (6, 797, 474, 833)
list-item-number: (ii). (6, 397, 21, 408)
right-column (482, 28, 939, 1472)
